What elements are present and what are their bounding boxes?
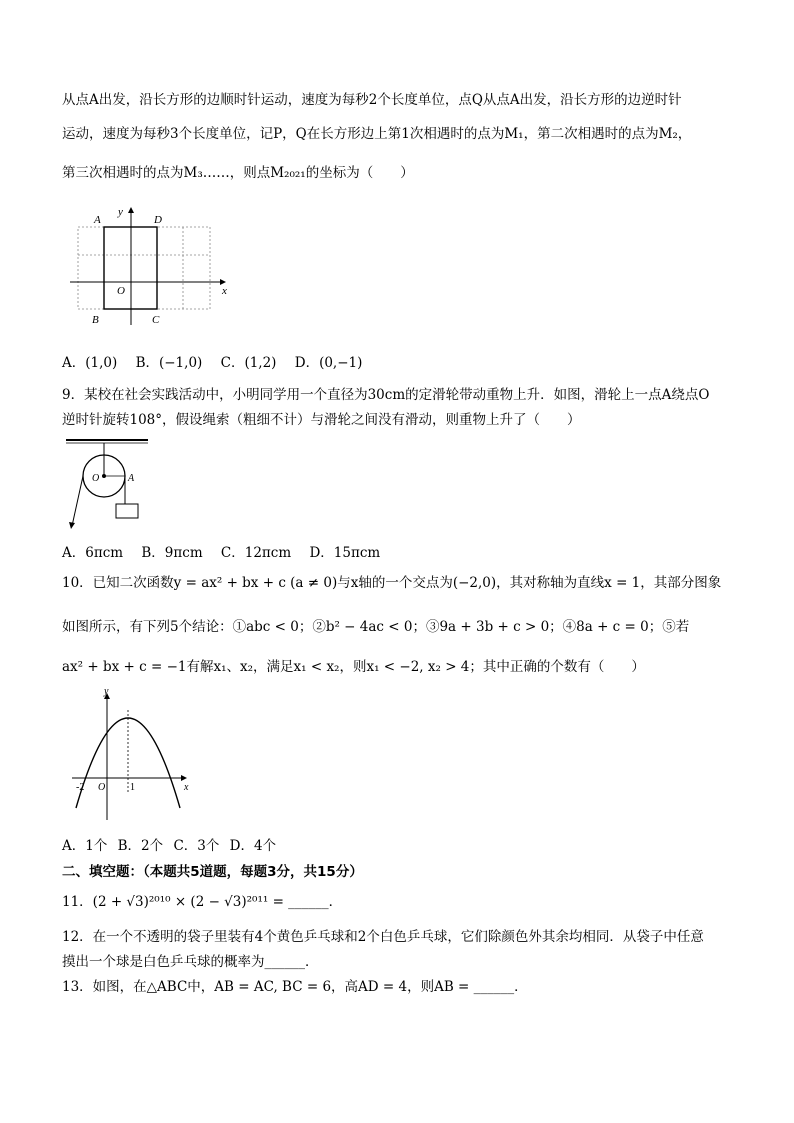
label-d: D — [154, 214, 162, 226]
q12-line-2: 摸出一个球是白色乒乓球的概率为______． — [62, 954, 319, 970]
q8-options — [62, 351, 376, 371]
q10-line-1: 10．已知二次函数y = ax² + bx + c (a ≠ 0)与x轴的一个交点为(−2,0)，其对称轴为直线x = 1，其部分图象 — [62, 575, 722, 591]
q9-options — [62, 541, 394, 561]
q8-line-2: 运动，速度为每秒3个长度单位，记P，Q在长方形边上第1次相遇时的点为M₁，第二次相遇时的点为M₂， — [62, 126, 692, 142]
q9-line-1: 9．某校在社会实践活动中，小明同学用一个直径为30cm的定滑轮带动重物上升．如图，滑轮上一点A绕点O — [62, 387, 710, 403]
label-y: y — [104, 688, 109, 697]
q8-option-b[interactable]: B．(−1,0) — [135, 355, 203, 371]
q9-option-d[interactable]: D．15πcm — [309, 545, 381, 561]
q11-text: 11．(2 + √3)²⁰¹⁰ × (2 − √3)²⁰¹¹ = ______． — [62, 894, 343, 910]
q9-line-2: 逆时针旋转108°，假设绳索（粗细不计）与滑轮之间没有滑动，则重物上升了（ ） — [62, 412, 581, 428]
q10-option-d[interactable]: D．4个 — [229, 838, 277, 854]
q13-text: 13．如图，在△ABC中，AB = AC, BC = 6，高AD = 4，则AB = ______． — [62, 979, 528, 995]
q9-option-b[interactable]: B．9πcm — [141, 545, 203, 561]
q8-line-3: 第三次相遇时的点为M₃……，则点M₂₀₂₁的坐标为（ ） — [62, 165, 414, 181]
q10-parabola-figure — [66, 688, 196, 824]
q9-pulley-figure — [62, 438, 152, 530]
q8-option-c[interactable]: C．(1,2) — [220, 355, 277, 371]
section-heading: 二、填空题：（本题共5道题，每题3分，共15分） — [62, 864, 363, 880]
label-one: 1 — [130, 782, 135, 793]
label-o: O — [92, 473, 100, 484]
label-a: A — [128, 473, 135, 484]
q8-option-a[interactable]: A．(1,0) — [62, 355, 118, 371]
label-origin: O — [98, 782, 106, 793]
label-c: C — [152, 314, 160, 326]
q10-line-2: 如图所示，有下列5个结论：①abc < 0；②b² − 4ac < 0；③9a + 3b + c > 0；④8a + c = 0；⑤若 — [62, 619, 690, 635]
q8-rectangle-figure — [66, 203, 236, 328]
label-a: A — [94, 214, 101, 226]
q8-option-d[interactable]: D．(0,−1) — [294, 355, 363, 371]
q12-line-1: 12．在一个不透明的袋子里装有4个黄色乒乓球和2个白色乒乓球，它们除颜色外其余均相同．从袋子中任意 — [62, 929, 704, 945]
q9-option-c[interactable]: C．12πcm — [220, 545, 292, 561]
q8-line-1: 从点A出发，沿长方形的边顺时针运动，速度为每秒2个长度单位，点Q从点A出发，沿长方形的边逆时针 — [62, 92, 682, 108]
label-b: B — [92, 314, 99, 326]
label-neg2: -2 — [76, 782, 85, 793]
label-x: x — [184, 782, 189, 793]
q9-option-a[interactable]: A．6πcm — [62, 545, 124, 561]
q10-option-c[interactable]: C．3个 — [173, 838, 220, 854]
q10-option-a[interactable]: A．1个 — [62, 838, 108, 854]
label-x: x — [222, 285, 227, 297]
q10-options — [62, 834, 282, 854]
label-o: O — [117, 285, 125, 297]
q10-line-3: ax² + bx + c = −1有解x₁、x₂，满足x₁ < x₂，则x₁ < −2, x₂ > 4；其中正确的个数有（ ） — [62, 659, 645, 675]
q10-option-b[interactable]: B．2个 — [117, 838, 164, 854]
label-y: y — [118, 206, 123, 218]
